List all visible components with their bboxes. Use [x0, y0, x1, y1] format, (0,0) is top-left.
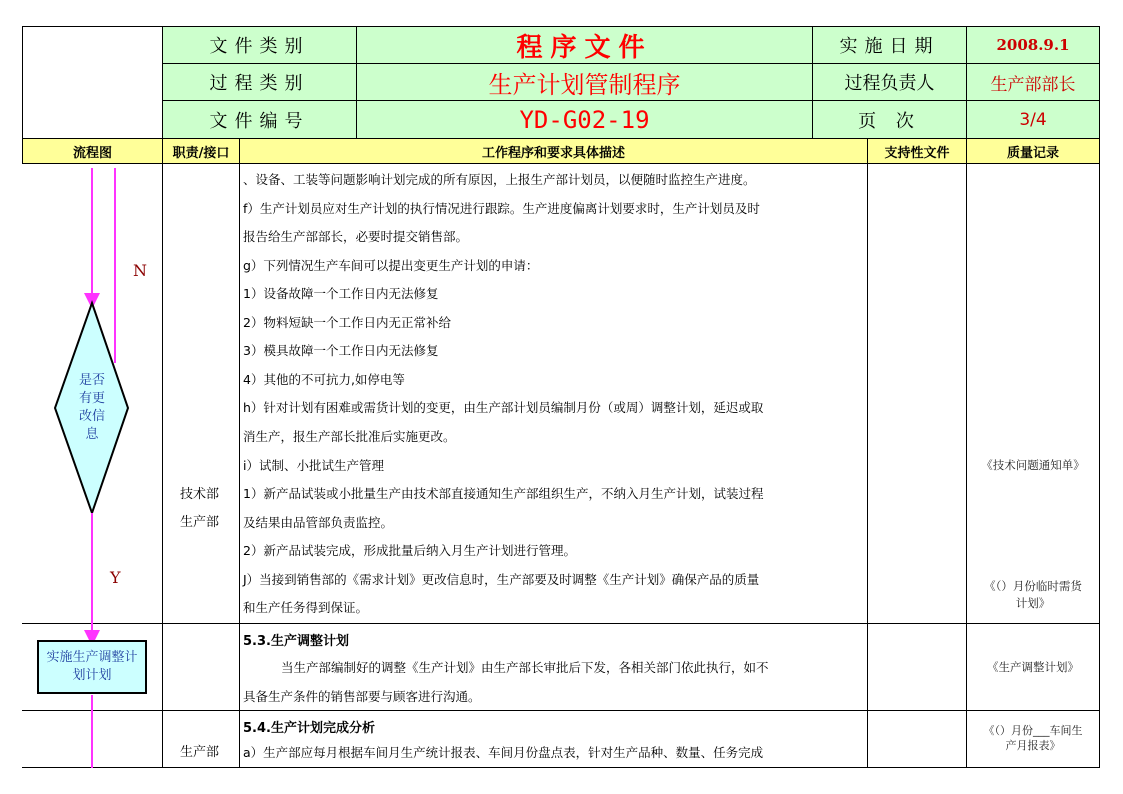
- page-label: 页 次: [812, 100, 967, 139]
- desc-line: 2）物料短缺一个工作日内无正常补给: [243, 315, 451, 330]
- desc-line: 和生产任务得到保证。: [243, 600, 369, 615]
- doc-number-label: 文件编号: [162, 100, 357, 139]
- desc-line: 1）设备故障一个工作日内无法修复: [243, 286, 439, 301]
- desc-line: 、设备、工装等问题影响计划完成的所有原因，上报生产部计划员，以便随时监控生产进度。: [243, 172, 756, 187]
- process-box-adjust-plan: 实施生产调整计 划计划: [37, 640, 147, 694]
- desc-line: 4）其他的不可抗力,如停电等: [243, 372, 405, 387]
- row2-support-cell: [867, 623, 967, 711]
- desc-line: 当生产部编制好的调整《生产计划》由生产部长审批后下发，各相关部门依此执行，如不: [281, 660, 769, 675]
- desc-line: a）生产部应每月根据车间月生产统计报表、车间月份盘点表，针对生产品种、数量、任务完成: [243, 745, 764, 760]
- desc-line: 具备生产条件的销售部要与顾客进行沟通。: [243, 689, 481, 704]
- desc-line: 2）新产品试装完成，形成批量后纳入月生产计划进行管理。: [243, 543, 576, 558]
- desc-line: 3）模具故障一个工作日内无法修复: [243, 343, 439, 358]
- desc-line: 及结果由品管部负责监控。: [243, 515, 394, 530]
- desc-line: 1）新产品试装或小批量生产由技术部直接通知生产部组织生产，不纳入月生产计划，试装过程: [243, 486, 764, 501]
- row1-record-cell: [966, 163, 1100, 624]
- section-title-adjust: 5.3.生产调整计划: [243, 634, 349, 649]
- desc-line: J）当接到销售部的《需求计划》更改信息时，生产部要及时调整《生产计划》确保产品的质量: [243, 572, 760, 587]
- row2-resp-cell: [162, 623, 240, 711]
- col-header-flowchart: 流程图: [22, 138, 163, 164]
- desc-line: 报告给生产部部长，必要时提交销售部。: [243, 229, 469, 244]
- section-title-analysis: 5.4.生产计划完成分析: [243, 721, 375, 736]
- doc-category-label: 文件类别: [162, 26, 357, 64]
- desc-line: i）试制、小批试生产管理: [243, 458, 384, 473]
- row1-support-cell: [867, 163, 967, 624]
- flow-label-no: N: [133, 261, 147, 280]
- process-owner-label: 过程负责人: [812, 63, 967, 101]
- doc-category-value: 程序文件: [356, 26, 813, 64]
- dept-production-row3: 生产部: [180, 745, 220, 760]
- record-production-adjust-plan: 《生产调整计划》: [987, 660, 1079, 674]
- desc-line: h）针对计划有困难或需货计划的变更，由生产部计划员编制月份（或周）调整计划，延迟或取: [243, 400, 764, 415]
- record-tech-issue-notice: 《技术问题通知单》: [981, 458, 1085, 472]
- row3-support-cell: [867, 710, 967, 768]
- decision-text: 是否 有更 改信 息: [78, 373, 105, 442]
- col-header-description: 工作程序和要求具体描述: [239, 138, 868, 164]
- impl-date-label: 实施日期: [812, 26, 967, 64]
- impl-date-value: 2008.9.1: [966, 26, 1100, 64]
- flow-label-yes: Y: [110, 568, 121, 587]
- col-header-quality-records: 质量记录: [966, 138, 1100, 164]
- record-monthly-urgent-demand: 《（）月份临时需货 计划》: [984, 579, 1082, 610]
- col-header-support-docs: 支持性文件: [867, 138, 967, 164]
- dept-production: 生产部: [180, 515, 220, 530]
- process-category-label: 过程类别: [162, 63, 357, 101]
- row1-resp-cell: [162, 163, 240, 624]
- doc-number-value: YD-G02-19: [356, 100, 813, 139]
- process-category-value: 生产计划管制程序: [356, 63, 813, 101]
- desc-line: g）下列情况生产车间可以提出变更生产计划的申请：: [243, 258, 539, 273]
- col-header-responsibility: 职责/接口: [162, 138, 240, 164]
- page-value: 3/4: [966, 100, 1100, 139]
- process-owner-value: 生产部部长: [966, 63, 1100, 101]
- record-monthly-workshop-report: 《（）月份___车间生 产月报表》: [983, 724, 1083, 752]
- header-blank-left: [22, 26, 163, 139]
- dept-tech: 技术部: [180, 487, 220, 502]
- desc-line: f）生产计划员应对生产计划的执行情况进行跟踪。生产进度偏离计划要求时，生产计划员及时: [243, 201, 760, 216]
- desc-line: 消生产，报生产部长批准后实施更改。: [243, 429, 456, 444]
